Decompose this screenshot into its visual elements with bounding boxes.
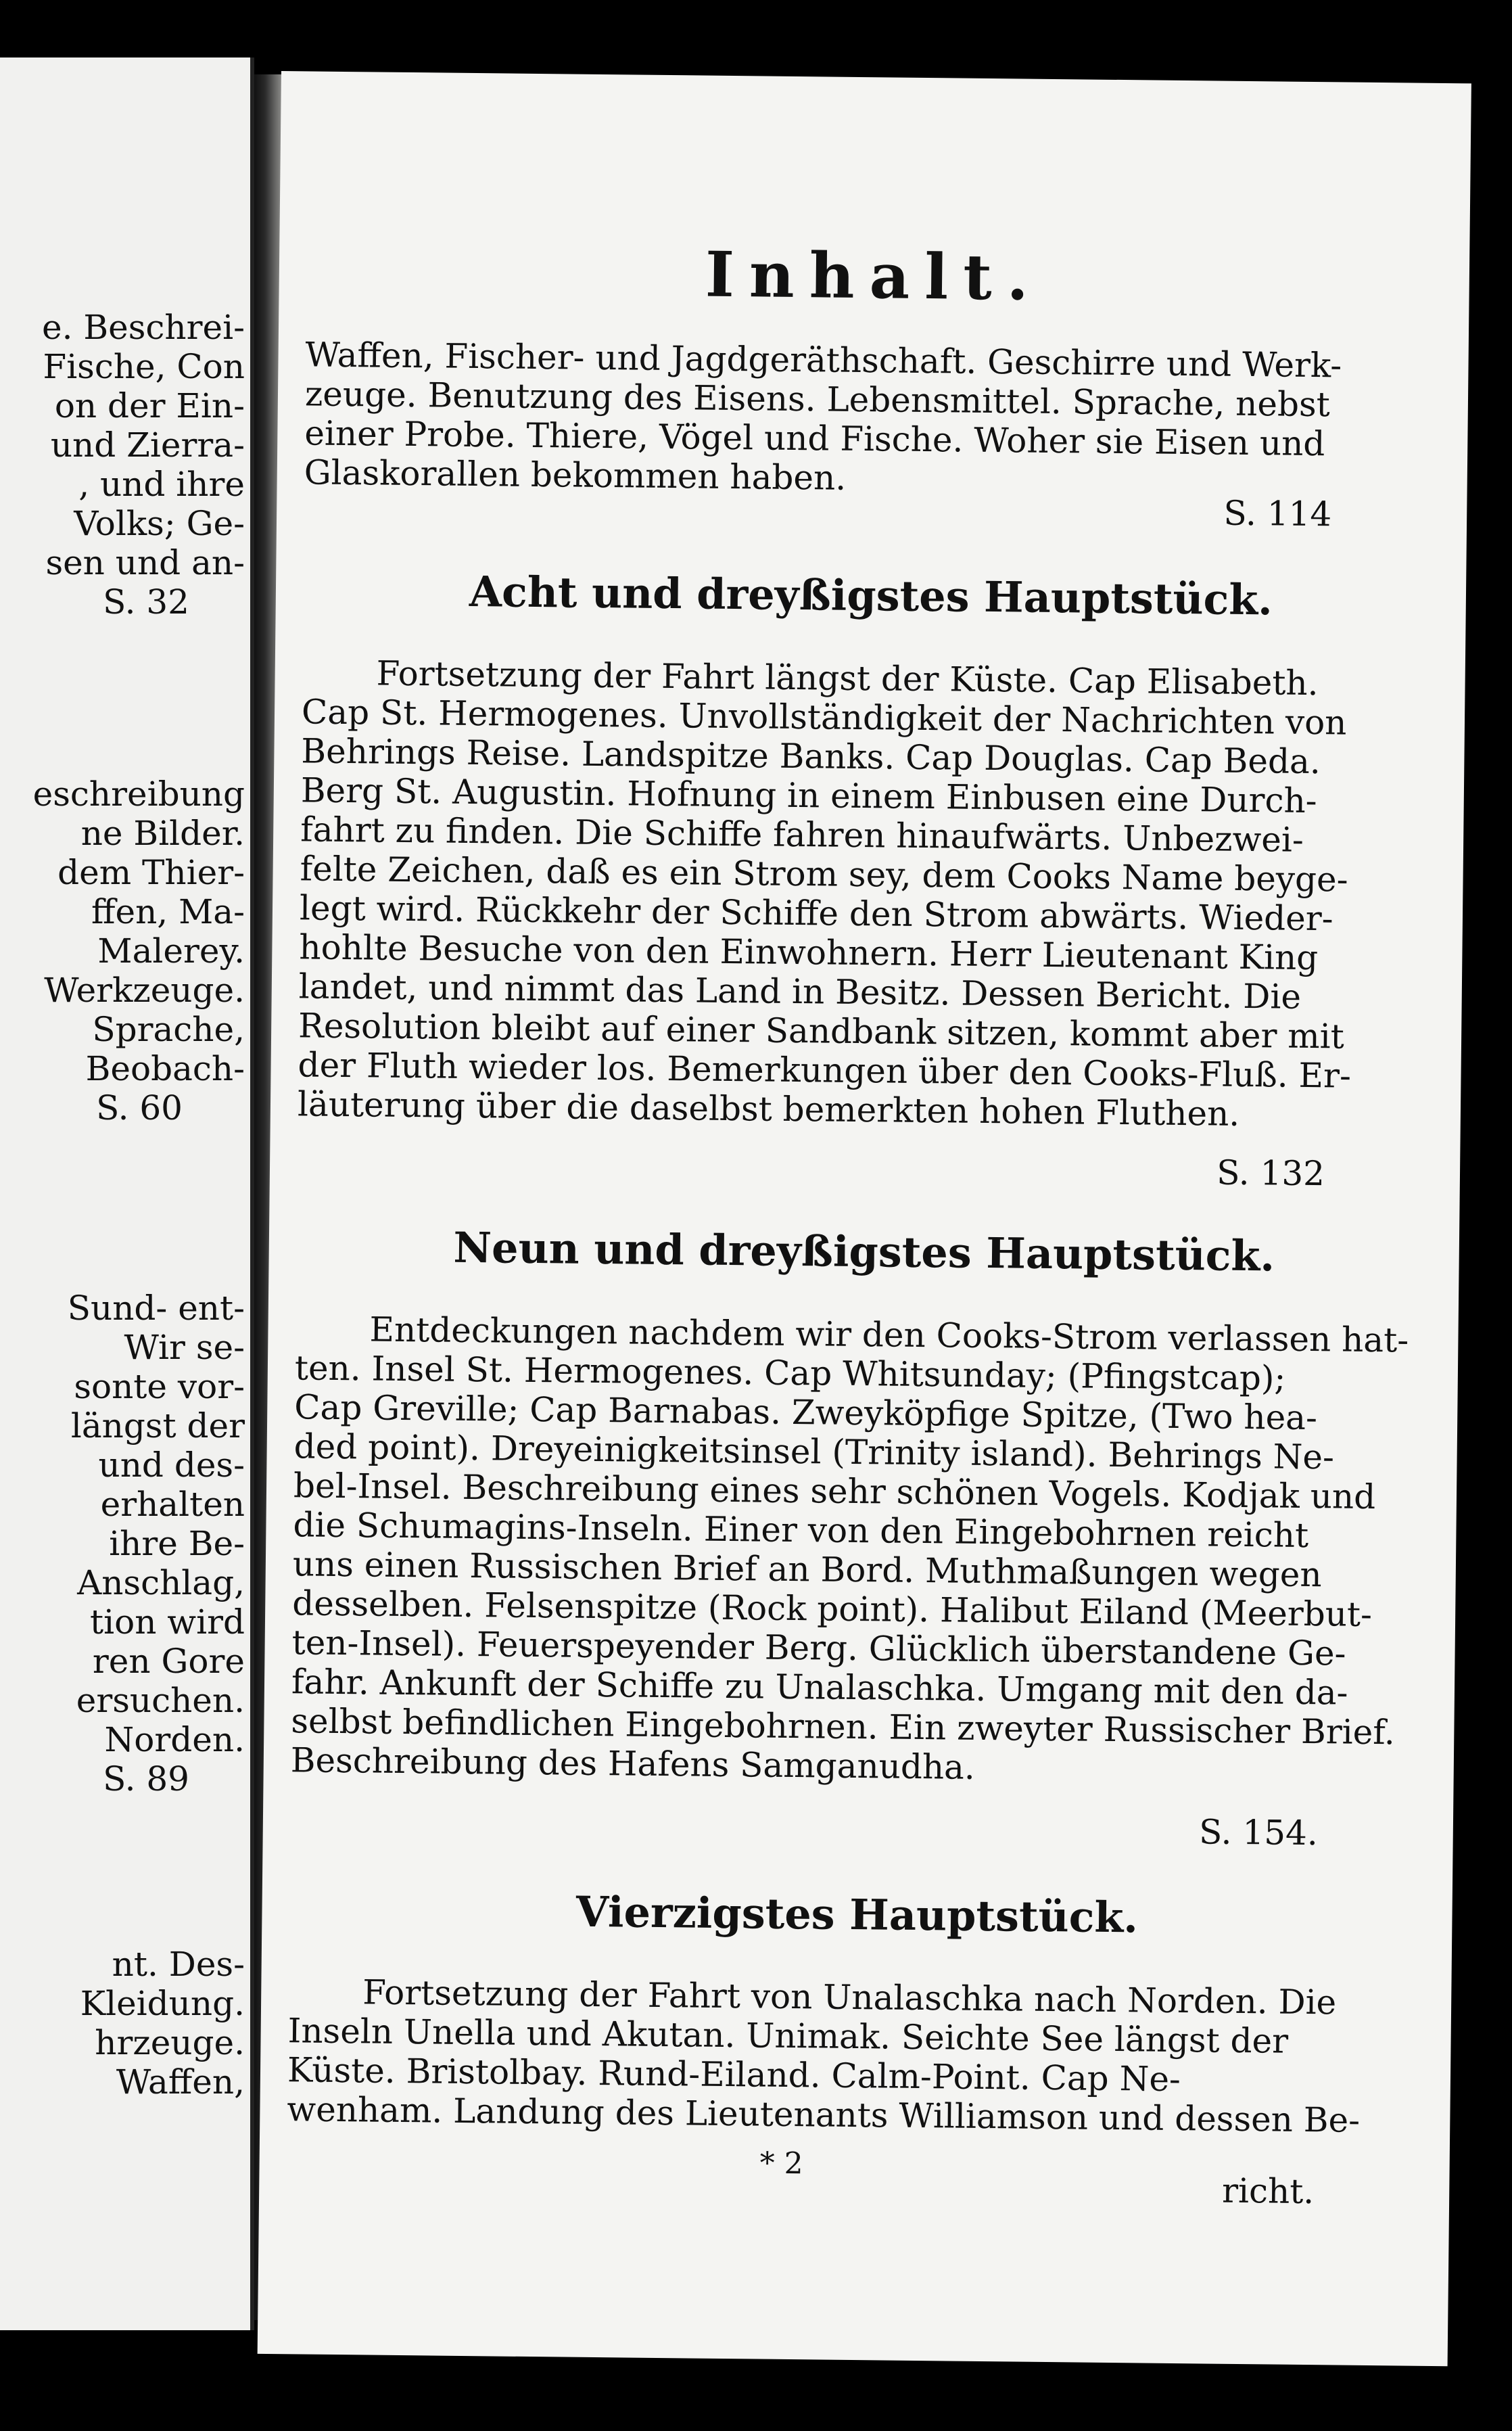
left-line: längst der (70, 1406, 245, 1445)
page-reference: S. 114 (1223, 493, 1332, 534)
left-line: ne Bilder. (80, 814, 245, 853)
text-line: zeuge. Benutzung des Eisens. Lebensmittel. Sprache, nebst (304, 374, 1331, 425)
left-page-ref: S. 60 (96, 1088, 183, 1128)
left-line: tion wird (90, 1602, 245, 1642)
text-line: wenham. Landung des Lieutenants Williamson und dessen Be- (287, 2089, 1361, 2140)
left-line: Malerey. (97, 931, 245, 971)
text-line: Inseln Unella und Akutan. Unimak. Seichte See längst der (287, 2011, 1289, 2061)
left-line: Kleidung. (80, 1984, 245, 2023)
text-line: Entdeckungen nachdem wir den Cooks-Strom verlassen hat- (369, 1310, 1409, 1360)
left-line: Norden. (104, 1720, 245, 1759)
chapter-40-heading: Vierzigstes Hauptstück. (575, 1886, 1139, 1943)
text-line: Behrings Reise. Landspitze Banks. Cap Douglas. Cap Beda. (301, 731, 1321, 782)
chapter-38-heading: Acht und dreyßigstes Hauptstück. (469, 566, 1273, 625)
text-line: Beschreibung des Hafens Samganudha. (290, 1740, 976, 1787)
left-line: dem Thier- (57, 853, 245, 892)
text-line: fahr. Ankunft der Schiffe zu Unalaschka. Umgang mit den da- (291, 1662, 1348, 1713)
text-line: fahrt zu finden. Die Schiffe fahren hinaufwärts. Unbezwei- (300, 810, 1304, 860)
text-line: Glaskorallen bekommen haben. (304, 453, 847, 498)
left-line: Volks; Ge- (74, 504, 245, 543)
text-line: Berg St. Augustin. Hofnung in einem Einbusen eine Durch- (300, 770, 1317, 821)
text-line: ten. Insel St. Hermogenes. Cap Whitsunday; (Pfingstcap); (294, 1348, 1286, 1398)
page-reference: S. 132 (1216, 1153, 1325, 1194)
left-line: Werkzeuge. (44, 971, 245, 1010)
catchword: richt. (1221, 2171, 1315, 2212)
chapter-38-summary (297, 653, 1352, 1134)
text-line: Cap Greville; Cap Barnabas. Zweyköpfige Spitze, (Two hea- (294, 1387, 1318, 1438)
right-page (258, 71, 1471, 2366)
left-line: Anschlag, (77, 1563, 245, 1602)
text-line: ded point). Dreyeinigkeitsinsel (Trinity island). Behrings Ne- (293, 1427, 1335, 1477)
text-line: Fortsetzung der Fahrt von Unalaschka nach Norden. Die (362, 1972, 1337, 2022)
text-line: einer Probe. Thiere, Vögel und Fische. Woher sie Eisen und (304, 413, 1325, 464)
text-line: Cap St. Hermogenes. Unvollständigkeit der Nachrichten von (301, 692, 1347, 743)
left-line: sonte vor- (74, 1367, 245, 1406)
text-line: selbst befindlichen Eingebohrnen. Ein zweyter Russischer Brief. (291, 1701, 1396, 1753)
text-line: Waffen, Fischer- und Jagdgeräthschaft. Geschirre und Werk- (305, 335, 1342, 386)
text-line: desselben. Felsenspitze (Rock point). Halibut Eiland (Meerbut- (291, 1583, 1373, 1635)
text-line: Resolution bleibt auf einer Sandbank sitzen, kommt aber mit (298, 1006, 1345, 1057)
left-line: , und ihre (78, 465, 245, 504)
text-line: hohlte Besuche von den Einwohnern. Herr Lieutenant King (299, 927, 1319, 978)
left-page (0, 57, 254, 2330)
left-line: ren Gore (92, 1642, 245, 1681)
left-line: Wir se- (124, 1328, 245, 1367)
left-line: eschreibung (32, 774, 245, 814)
text-line: der Fluth wieder los. Bemerkungen über den Cooks-Fluß. Er- (298, 1045, 1352, 1096)
chapter-39-heading: Neun und dreyßigstes Hauptstück. (453, 1222, 1275, 1281)
left-line: sen und an- (45, 543, 245, 582)
text-line: die Schumagins-Inseln. Einer von den Eingebohrnen reicht (293, 1505, 1309, 1556)
text-line: felte Zeichen, daß es ein Strom sey, dem Cooks Name beyge- (300, 849, 1348, 900)
left-line: Beobach- (85, 1049, 245, 1088)
chapter-39-summary (290, 1309, 1409, 1790)
intro-paragraph (304, 335, 1342, 503)
chapter-40-summary (287, 1972, 1361, 2140)
left-line: nt. Des- (112, 1945, 245, 1984)
text-line: bel-Insel. Beschreibung eines sehr schönen Vogels. Kodjak und (293, 1466, 1376, 1517)
page-reference: S. 154. (1198, 1812, 1319, 1853)
page-title: Inhalt. (705, 237, 1044, 315)
text-line: uns einen Russischen Brief an Bord. Muthmaßungen wegen (292, 1544, 1322, 1595)
left-line: Fische, Con (43, 347, 245, 386)
signature-mark: * 2 (759, 2146, 803, 2181)
left-line: hrzeuge. (95, 2023, 245, 2062)
left-line: on der Ein- (54, 386, 245, 425)
left-line: und Zierra- (50, 425, 245, 465)
left-page-ref: S. 89 (103, 1759, 189, 1799)
left-line: Sprache, (92, 1010, 245, 1049)
text-line: läuterung über die daselbst bemerkten hohen Fluthen. (297, 1084, 1240, 1134)
left-line: ersuchen. (76, 1681, 245, 1720)
text-line: ten-Insel). Feuerspeyender Berg. Glücklich überstandene Ge- (291, 1623, 1346, 1673)
text-line: legt wird. Rückkehr der Schiffe den Strom abwärts. Wieder- (299, 888, 1333, 939)
text-line: landet, und nimmt das Land in Besitz. Dessen Bericht. Die (298, 967, 1302, 1017)
left-line: Sund- ent- (67, 1289, 245, 1328)
left-line: ihre Be- (109, 1524, 245, 1563)
text-line: Fortsetzung der Fahrt längst der Küste. Cap Elisabeth. (376, 653, 1319, 703)
left-line: Waffen, (116, 2062, 245, 2102)
left-line: ffen, Ma- (91, 892, 245, 931)
text-line: Küste. Bristolbay. Rund-Eiland. Calm-Point. Cap Ne- (287, 2050, 1181, 2100)
left-line: erhalten (100, 1485, 245, 1524)
left-line: und des- (98, 1445, 245, 1485)
left-line: e. Beschrei- (42, 308, 245, 347)
left-page-ref: S. 32 (103, 582, 189, 622)
